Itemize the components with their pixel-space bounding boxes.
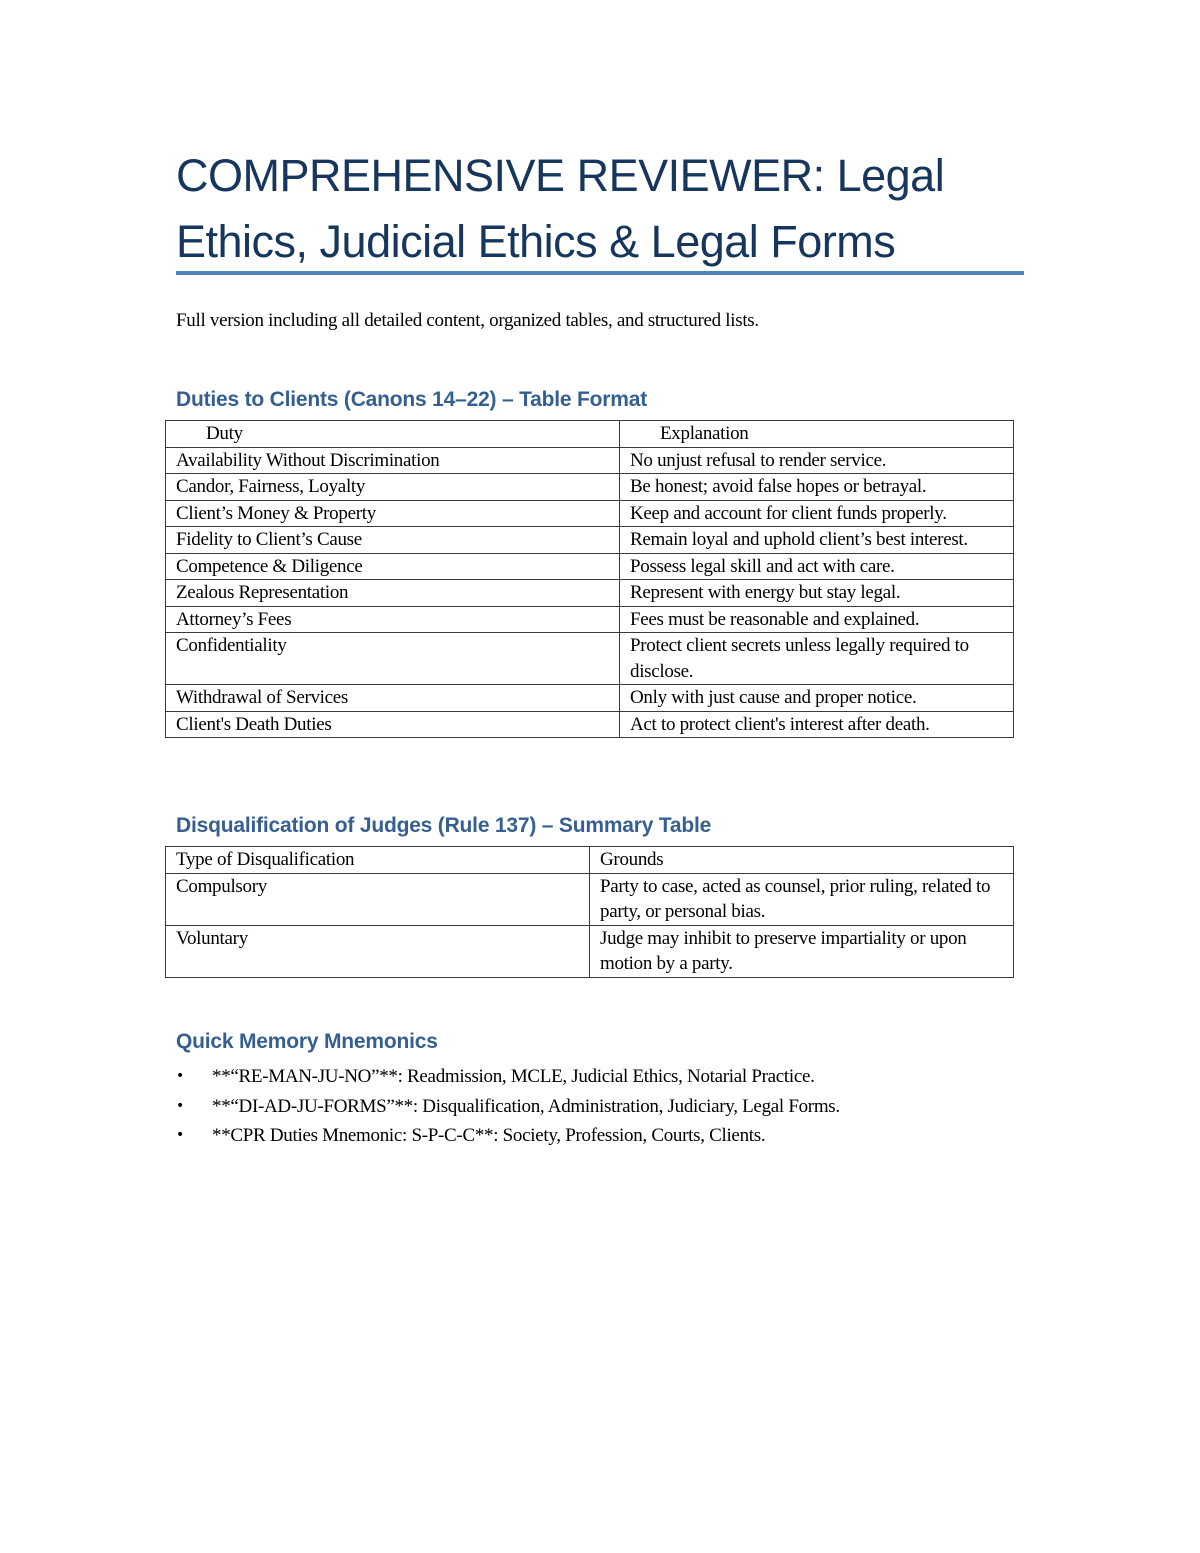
table-row: [166, 633, 1014, 685]
duty-cell: Withdrawal of Services: [166, 685, 620, 712]
list-item: [176, 1092, 840, 1122]
table-row: [166, 474, 1014, 501]
table-row: [166, 500, 1014, 527]
grounds-cell: Judge may inhibit to preserve impartiality or upon motion by a party.: [590, 925, 1014, 977]
duty-cell: Fidelity to Client’s Cause: [166, 527, 620, 554]
table-header-row: [166, 421, 1014, 448]
column-header-type: Type of Disqualification: [166, 847, 590, 874]
explanation-cell: Keep and account for client funds properly.: [620, 500, 1014, 527]
column-header-duty: Duty: [166, 421, 620, 448]
table-header-row: [166, 847, 1014, 874]
grounds-cell: Party to case, acted as counsel, prior ruling, related to party, or personal bias.: [590, 873, 1014, 925]
duty-cell: Confidentiality: [166, 633, 620, 685]
document-title: COMPREHENSIVE REVIEWER: Legal Ethics, Judicial Ethics & Legal Forms: [176, 150, 945, 267]
table-row: [166, 711, 1014, 738]
duty-cell: Availability Without Discrimination: [166, 447, 620, 474]
duty-cell: Zealous Representation: [166, 580, 620, 607]
section-heading-mnemonics: [176, 1028, 438, 1056]
table-row: [166, 925, 1014, 977]
mnemonic-text: **CPR Duties Mnemonic: S-P-C-C**: Society, Profession, Courts, Clients.: [212, 1125, 766, 1146]
type-cell: Compulsory: [166, 873, 590, 925]
table-row: [166, 580, 1014, 607]
mnemonics-heading-text: Quick Memory Mnemonics: [176, 1030, 438, 1053]
column-header-explanation: Explanation: [620, 421, 1014, 448]
explanation-cell: No unjust refusal to render service.: [620, 447, 1014, 474]
table-row: [166, 606, 1014, 633]
list-item: [176, 1062, 840, 1092]
table-row: [166, 873, 1014, 925]
table-row: [166, 527, 1014, 554]
explanation-cell: Remain loyal and uphold client’s best interest.: [620, 527, 1014, 554]
disqualification-table: [165, 846, 1014, 978]
title-underline-rule: [176, 271, 1024, 275]
duty-cell: Attorney’s Fees: [166, 606, 620, 633]
mnemonics-list: [176, 1062, 840, 1151]
table-row: [166, 685, 1014, 712]
bullet-icon: •: [176, 1068, 184, 1084]
explanation-cell: Possess legal skill and act with care.: [620, 553, 1014, 580]
explanation-cell: Protect client secrets unless legally required to disclose.: [620, 633, 1014, 685]
duties-table: [165, 420, 1014, 738]
mnemonic-text: **“RE-MAN-JU-NO”**: Readmission, MCLE, Judicial Ethics, Notarial Practice.: [212, 1066, 815, 1087]
explanation-cell: Only with just cause and proper notice.: [620, 685, 1014, 712]
list-item: [176, 1121, 840, 1151]
duty-cell: Competence & Diligence: [166, 553, 620, 580]
table-row: [166, 553, 1014, 580]
table-row: [166, 447, 1014, 474]
bullet-icon: •: [176, 1097, 184, 1114]
document-subtitle: Full version including all detailed content, organized tables, and structured lists.: [176, 310, 759, 331]
explanation-cell: Be honest; avoid false hopes or betrayal.: [620, 474, 1014, 501]
section-heading-disqualification: Disqualification of Judges (Rule 137) – Summary Table: [176, 814, 712, 837]
duty-cell: Candor, Fairness, Loyalty: [166, 474, 620, 501]
duty-cell: Client’s Money & Property: [166, 500, 620, 527]
bullet-icon: •: [176, 1127, 184, 1143]
duty-cell: Client's Death Duties: [166, 711, 620, 738]
column-header-grounds: Grounds: [590, 847, 1014, 874]
explanation-cell: Represent with energy but stay legal.: [620, 580, 1014, 607]
section-heading-duties: Duties to Clients (Canons 14–22) – Table Format: [176, 388, 647, 411]
explanation-cell: Fees must be reasonable and explained.: [620, 606, 1014, 633]
explanation-cell: Act to protect client's interest after death.: [620, 711, 1014, 738]
mnemonic-text: **“DI-AD-JU-FORMS”**: Disqualification, Administration, Judiciary, Legal Forms.: [212, 1095, 840, 1117]
type-cell: Voluntary: [166, 925, 590, 977]
